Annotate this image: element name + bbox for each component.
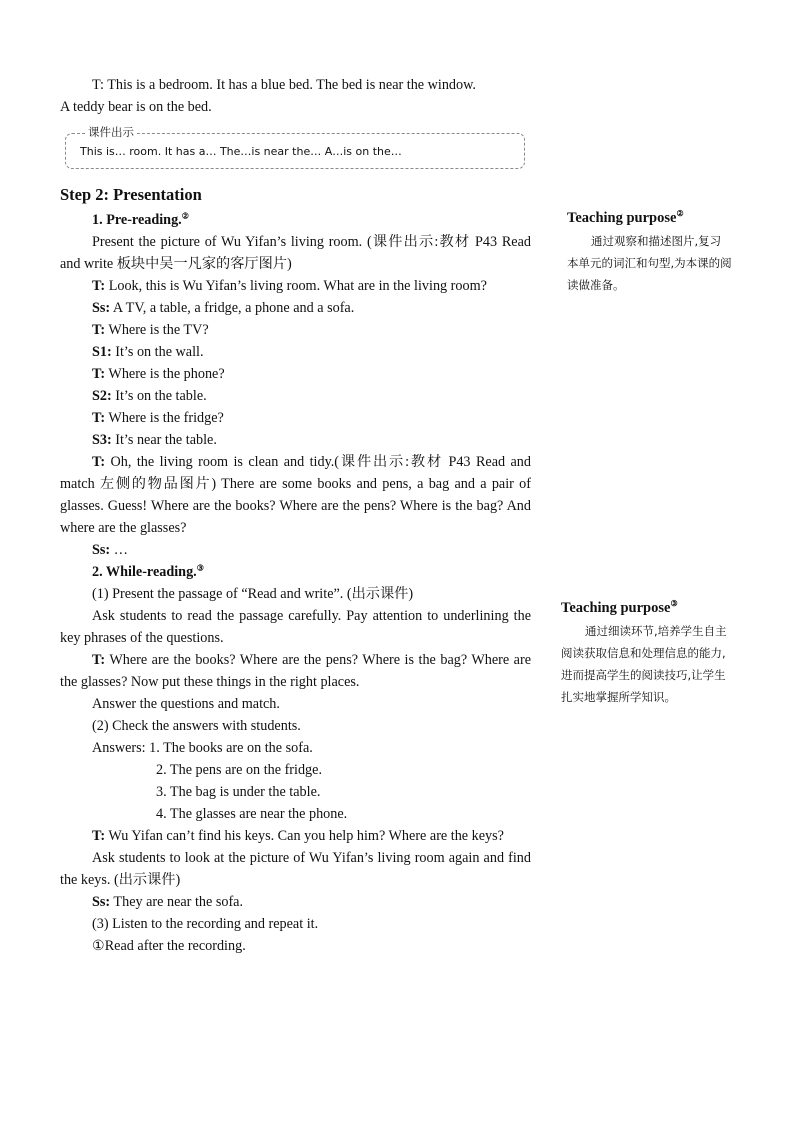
pre-reading-heading-text: 1. Pre-reading. — [92, 212, 182, 228]
step-2-title: Step 2: Presentation — [60, 185, 202, 204]
speaker: Ss: — [92, 894, 111, 910]
dialog-line — [60, 407, 531, 429]
teaching-purpose-1 — [567, 208, 732, 296]
while-reading-line: ①Read after the recording. — [92, 938, 246, 954]
dialog-line — [60, 385, 531, 407]
pre-reading-present: Present the picture of Wu Yifan’s living room. (课件出示:教材 P43 Read and write 板块中吴一凡家的客厅图片) — [60, 234, 531, 272]
while-reading-heading-text: 2. While-reading. — [92, 564, 197, 580]
utterance: A TV, a table, a fridge, a phone and a sofa. — [110, 300, 355, 316]
teaching-purpose-title — [567, 208, 732, 228]
speaker: S2: — [92, 388, 112, 404]
utterance: Where is the fridge? — [105, 410, 224, 426]
callout-tag: 课件出示 — [85, 125, 137, 139]
intro-line-2: A teddy bear is on the bed. — [60, 99, 212, 115]
intro-line-1: T: This is a bedroom. It has a blue bed. The bed is near the window. — [92, 77, 476, 93]
teaching-purpose-text: 通过细读环节,培养学生自主阅读获取信息和处理信息的能力,进而提高学生的阅读技巧,让学生扎实地掌握所学知识。 — [561, 624, 727, 704]
utterance: Where is the TV? — [105, 322, 209, 338]
utterance: Where are the books? Where are the pens? Where is the bag? Where are the glasses? Now put these things in the right places. — [60, 652, 531, 690]
answer-item: 2. The pens are on the fridge. — [156, 762, 322, 778]
teaching-purpose-text: 通过观察和描述图片,复习本单元的词汇和句型,为本课的阅读做准备。 — [567, 234, 732, 292]
speaker: S3: — [92, 432, 112, 448]
courseware-callout — [65, 125, 525, 169]
speaker: Ss: — [92, 542, 111, 558]
while-reading-line: (2) Check the answers with students. — [92, 718, 301, 734]
teaching-purpose-title-text: Teaching purpose — [561, 600, 671, 616]
utterance: Look, this is Wu Yifan’s living room. What are in the living room? — [105, 278, 487, 294]
speaker: Ss: — [92, 300, 111, 316]
utterance: It’s on the wall. — [111, 344, 204, 360]
speaker: T: — [92, 454, 106, 470]
note-marker-2: ② — [676, 209, 684, 219]
speaker: T: — [92, 322, 106, 338]
while-reading-line: Ask students to look at the picture of Wu Yifan’s living room again and find the keys. (出示课件) — [60, 850, 531, 888]
answers-line — [60, 737, 531, 759]
teaching-purpose-title — [561, 598, 733, 618]
dialog-line — [60, 275, 531, 297]
answers-label: Answers: — [92, 740, 150, 756]
dialog-line — [60, 363, 531, 385]
dialog-line — [60, 341, 531, 363]
answer-item: 3. The bag is under the table. — [156, 784, 321, 800]
speaker: T: — [92, 828, 106, 844]
pre-reading-heading — [60, 209, 531, 231]
utterance: It’s on the table. — [111, 388, 207, 404]
utterance: It’s near the table. — [111, 432, 217, 448]
dialog-line — [60, 319, 531, 341]
while-reading-heading — [60, 561, 531, 583]
dialog-line — [60, 891, 531, 913]
teaching-purpose-2 — [561, 598, 733, 708]
speaker: T: — [92, 278, 106, 294]
speaker: T: — [92, 652, 106, 668]
dialog-line — [60, 649, 531, 693]
teaching-purpose-title-text: Teaching purpose — [567, 210, 677, 226]
while-reading-line: Answer the questions and match. — [92, 696, 280, 712]
speaker: S1: — [92, 344, 112, 360]
dialog-line — [60, 451, 531, 539]
dialog-line — [60, 429, 531, 451]
dialog-line — [60, 539, 531, 561]
note-marker-3: ③ — [196, 563, 204, 573]
speaker: T: — [92, 366, 106, 382]
dialog-line — [60, 297, 531, 319]
note-marker-2: ② — [181, 211, 189, 221]
utterance: … — [110, 542, 128, 558]
main-column — [60, 74, 531, 957]
callout-text: This is… room. It has a… The…is near the… A…is on the… — [80, 145, 402, 158]
utterance: They are near the sofa. — [110, 894, 244, 910]
while-reading-line: (1) Present the passage of “Read and write”. (出示课件) — [92, 586, 414, 602]
answer-item: 1. The books are on the sofa. — [149, 740, 313, 756]
while-reading-line: Ask students to read the passage carefully. Pay attention to underlining the key phrases of the questions. — [60, 608, 531, 646]
note-marker-3: ③ — [670, 599, 678, 609]
utterance: Oh, the living room is clean and tidy.(课件出示:教材 P43 Read and match 左侧的物品图片) There are some books and pens, a bag and a pair of glasses. Guess! Where are the books? Where are the pens? Where is the bag? And where are the glasses? — [60, 454, 531, 536]
utterance: Where is the phone? — [105, 366, 225, 382]
answer-item: 4. The glasses are near the phone. — [156, 806, 348, 822]
dialog-line — [60, 825, 531, 847]
speaker: T: — [92, 410, 106, 426]
utterance: Wu Yifan can’t find his keys. Can you help him? Where are the keys? — [105, 828, 504, 844]
while-reading-line: (3) Listen to the recording and repeat it. — [92, 916, 319, 932]
